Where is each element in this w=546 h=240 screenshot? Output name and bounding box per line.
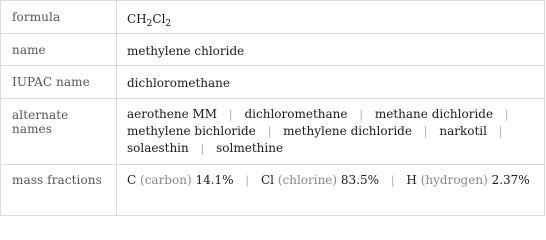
alternate-name: solaesthin <box>127 141 189 155</box>
element-name: (carbon) <box>140 173 192 187</box>
name-label: name <box>1 34 117 66</box>
element-symbol: H <box>406 173 417 187</box>
alternate-name: methylene bichloride <box>127 124 256 138</box>
element-symbol: Cl <box>260 173 274 187</box>
separator: | <box>228 108 233 121</box>
formula-label: formula <box>1 1 117 34</box>
mass-fraction-item <box>261 173 379 187</box>
separator: | <box>423 125 428 138</box>
element-name: (hydrogen) <box>420 173 488 187</box>
formula-subscript: 2 <box>165 19 172 29</box>
iupac-value: dichloromethane <box>117 66 545 99</box>
element-symbol: C <box>127 173 137 187</box>
table-row-alternate-names <box>1 99 545 165</box>
mass-fraction-item <box>127 173 234 187</box>
table-row-iupac <box>1 66 545 99</box>
separator: | <box>200 142 205 155</box>
separator: | <box>504 108 509 121</box>
alternate-name: methylene dichloride <box>283 124 412 138</box>
separator: | <box>390 174 395 187</box>
mass-fraction-value: 2.37% <box>491 173 530 187</box>
alternate-names-value <box>117 99 545 165</box>
alternate-names-label: alternate names <box>1 99 117 165</box>
table-row-name <box>1 34 545 66</box>
mass-fraction-value: 14.1% <box>195 173 234 187</box>
alternate-name: dichloromethane <box>244 107 348 121</box>
separator: | <box>359 108 364 121</box>
alternate-name: solmethine <box>216 141 284 155</box>
element-name: (chlorine) <box>277 173 338 187</box>
formula-subscript: 2 <box>146 19 153 29</box>
separator: | <box>245 174 250 187</box>
iupac-label: IUPAC name <box>1 66 117 99</box>
alternate-name: aerothene MM <box>127 107 218 121</box>
formula-value <box>117 1 545 34</box>
mass-fractions-value <box>117 165 545 216</box>
mass-fraction-item <box>406 173 529 187</box>
separator: | <box>267 125 272 138</box>
alternate-name: narkotil <box>439 124 487 138</box>
mass-fractions-label: mass fractions <box>1 165 117 216</box>
formula-part: Cl <box>152 12 166 26</box>
name-value: methylene chloride <box>117 34 545 66</box>
alternate-name: methane dichloride <box>374 107 494 121</box>
table-row-formula <box>1 1 545 34</box>
separator: | <box>498 125 503 138</box>
mass-fraction-value: 83.5% <box>340 173 380 187</box>
formula-part: CH <box>127 12 147 26</box>
table-row-mass-fractions <box>1 165 545 216</box>
